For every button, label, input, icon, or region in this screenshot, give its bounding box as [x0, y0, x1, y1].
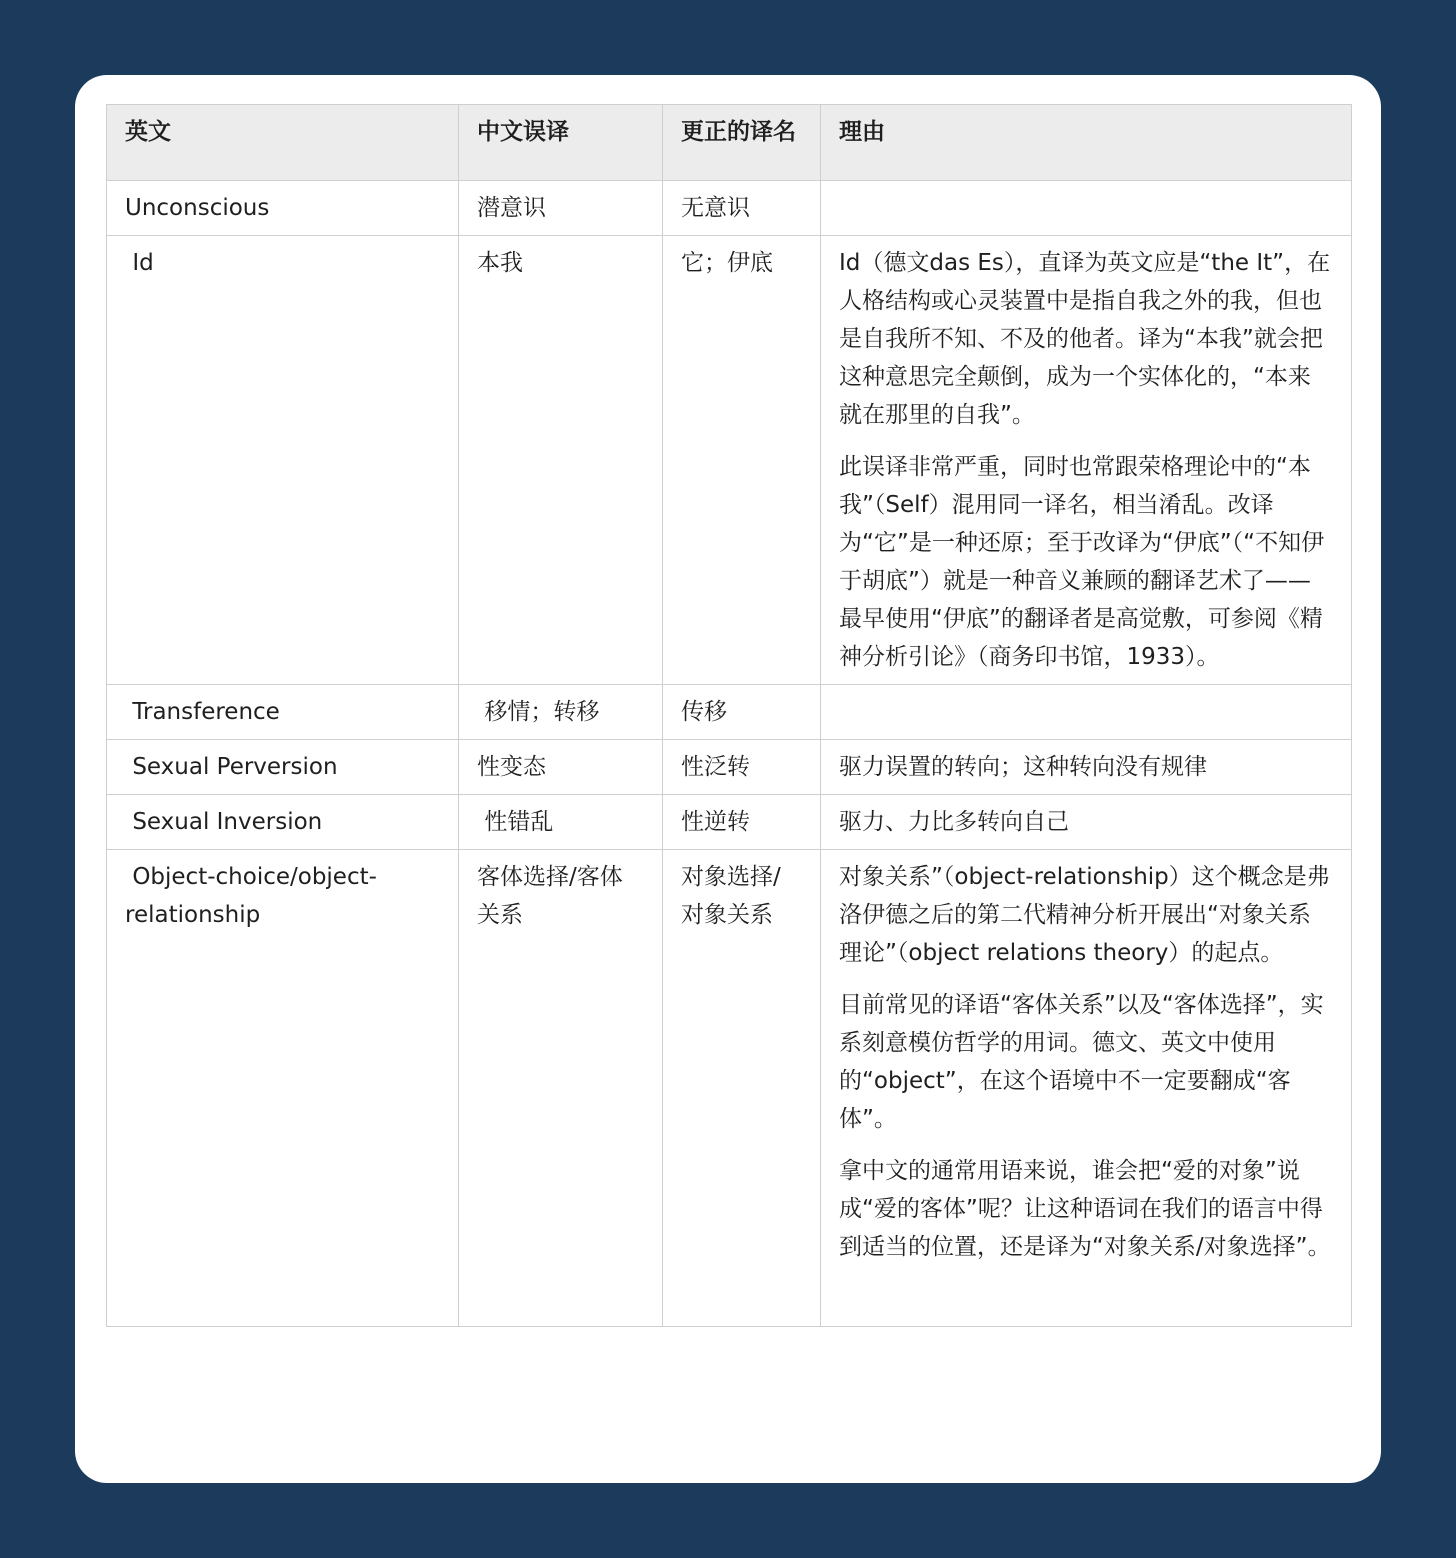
- table-row: [107, 236, 1352, 685]
- reason-paragraph: 目前常见的译语“客体关系”以及“客体选择”，实系刻意模仿哲学的用词。德文、英文中使用的“object”，在这个语境中不一定要翻成“客体”。: [839, 992, 1324, 1132]
- cell-correction: 性逆转: [663, 795, 821, 850]
- reason-paragraph: 此误译非常严重，同时也常跟荣格理论中的“本我”（Self）混用同一译名，相当淆乱。改译为“它”是一种还原；至于改译为“伊底”（“不知伊于胡底”）就是一种音义兼顾的翻译艺术了——最早使用“伊底”的翻译者是高觉敷，可参阅《精神分析引论》（商务印书馆，1933）。: [839, 454, 1325, 670]
- header-english: 英文: [107, 105, 459, 181]
- cell-mistranslation: 性错乱: [459, 795, 663, 850]
- cell-reason: [821, 685, 1352, 740]
- cell-english: Unconscious: [107, 181, 459, 236]
- cell-reason: [821, 740, 1352, 795]
- header-reason: 理由: [821, 105, 1352, 181]
- cell-mistranslation: 客体选择/客体关系: [459, 850, 663, 1327]
- reason-paragraph: 驱力、力比多转向自己: [839, 809, 1069, 835]
- cell-mistranslation: 本我: [459, 236, 663, 685]
- table-row: [107, 740, 1352, 795]
- cell-correction: 对象选择/对象关系: [663, 850, 821, 1327]
- cell-english: Transference: [107, 685, 459, 740]
- cell-english: Sexual Inversion: [107, 795, 459, 850]
- table-header-row: [107, 105, 1352, 181]
- table-row: [107, 685, 1352, 740]
- reason-paragraph: 驱力误置的转向；这种转向没有规律: [839, 754, 1207, 780]
- reason-paragraph: Id（德文das Es），直译为英文应是“the It”，在人格结构或心灵装置中是指自我之外的我，但也是自我所不知、不及的他者。译为“本我”就会把这种意思完全颠倒，成为一个实体化的，“本来就在那里的自我”。: [839, 250, 1331, 428]
- cell-correction: 无意识: [663, 181, 821, 236]
- cell-english: Sexual Perversion: [107, 740, 459, 795]
- cell-english: Id: [107, 236, 459, 685]
- reason-paragraph: 拿中文的通常用语来说，谁会把“爱的对象”说成“爱的客体”呢？让这种语词在我们的语言中得到适当的位置，还是译为“对象关系/对象选择”。: [839, 1158, 1331, 1260]
- cell-mistranslation: 性变态: [459, 740, 663, 795]
- header-correction: 更正的译名: [663, 105, 821, 181]
- table-row: [107, 181, 1352, 236]
- cell-correction: 它；伊底: [663, 236, 821, 685]
- table-row: [107, 795, 1352, 850]
- cell-reason: [821, 181, 1352, 236]
- reason-paragraph: 对象关系”（object-relationship）这个概念是弗洛伊德之后的第二代精神分析开展出“对象关系理论”（object relations theory）的起点。: [839, 864, 1330, 966]
- cell-mistranslation: 潜意识: [459, 181, 663, 236]
- cell-reason: [821, 850, 1352, 1327]
- translation-table: [106, 104, 1352, 1327]
- header-mistranslation: 中文误译: [459, 105, 663, 181]
- cell-reason: [821, 795, 1352, 850]
- cell-english: Object-choice/object-relationship: [107, 850, 459, 1327]
- cell-reason: [821, 236, 1352, 685]
- table-row: [107, 850, 1352, 1327]
- content-card: [75, 75, 1381, 1483]
- cell-correction: 传移: [663, 685, 821, 740]
- cell-correction: 性泛转: [663, 740, 821, 795]
- cell-mistranslation: 移情；转移: [459, 685, 663, 740]
